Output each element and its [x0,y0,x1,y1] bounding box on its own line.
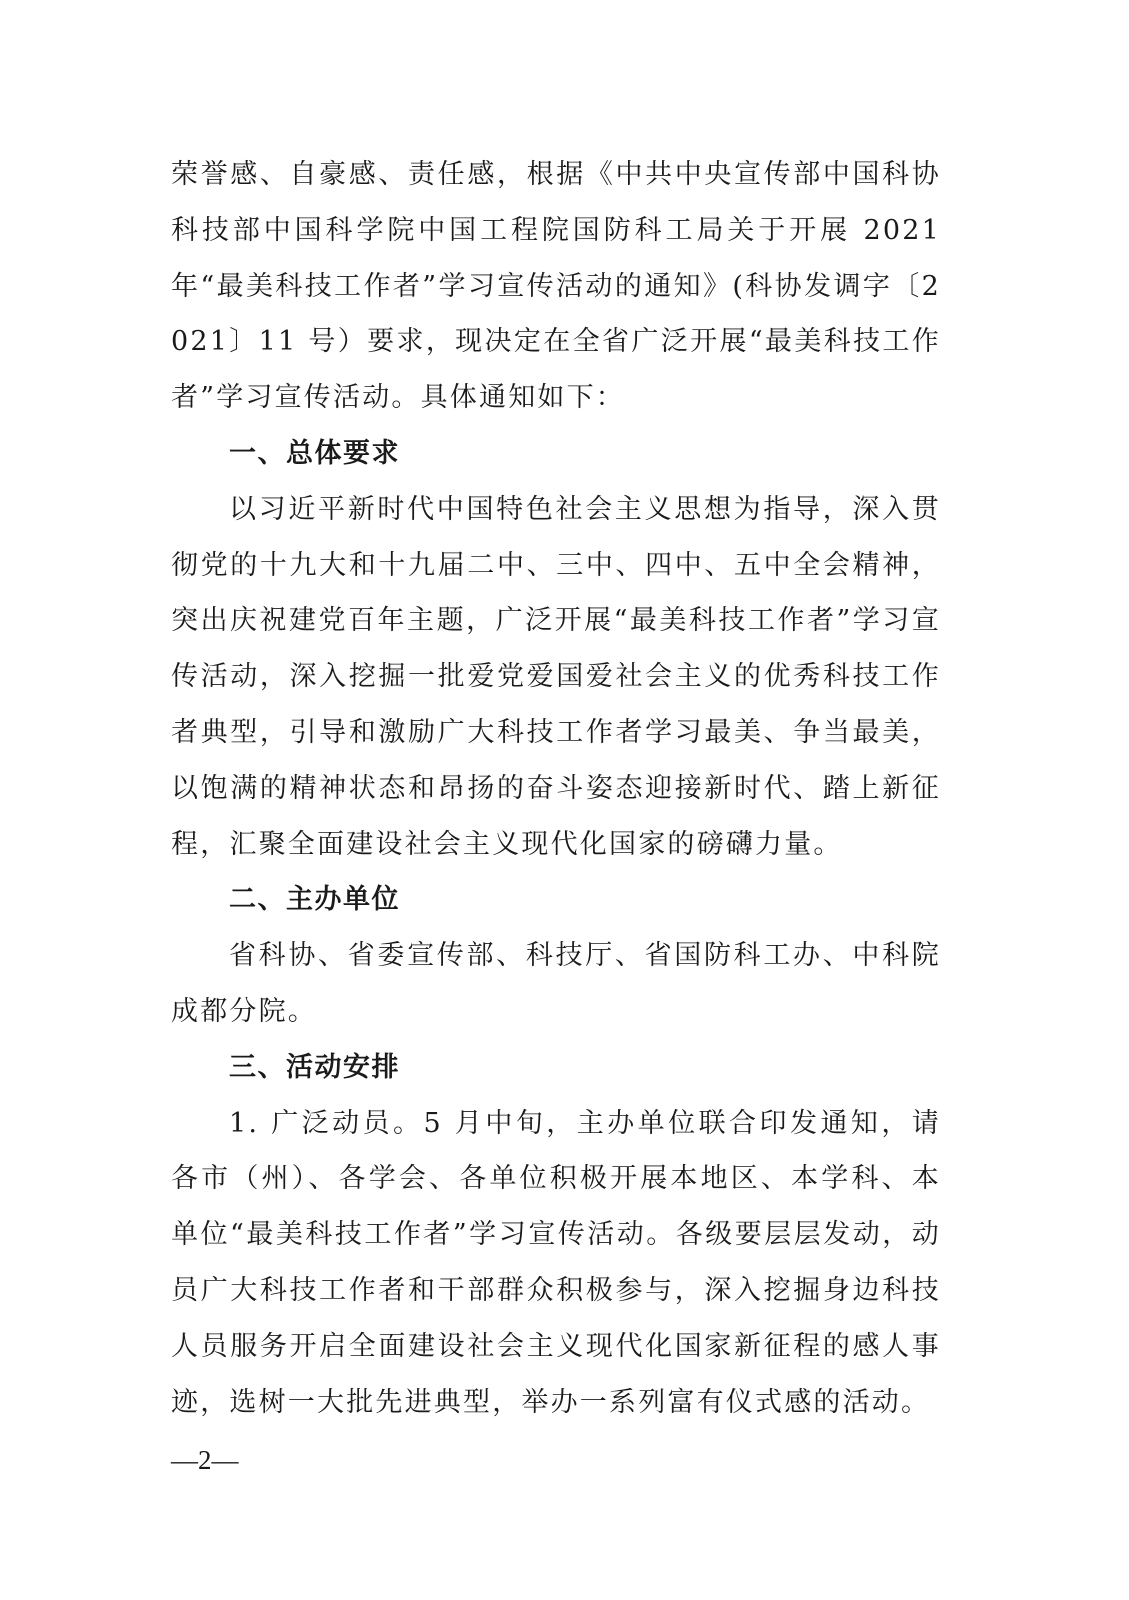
intro-paragraph: 荣誉感、自豪感、责任感，根据《中共中央宣传部中国科协科技部中国科学院中国工程院国防科工局关于开展 2021 年“最美科技工作者”学习宣传活动的通知》(科协发调字〔2021〕11 号）要求，现决定在全省广泛开展“最美科技工作者”学习宣传活动。具体通知如下： [171,159,941,414]
general-requirements-paragraph: 以习近平新时代中国特色社会主义思想为指导，深入贯彻党的十九大和十九届二中、三中、四中、五中全会精神，突出庆祝建党百年主题，广泛开展“最美科技工作者”学习宣传活动，深入挖掘一批爱党爱国爱社会主义的优秀科技工作者典型，引导和激励广大科技工作者学习最美、争当最美，以饱满的精神状态和昂扬的奋斗姿态迎接新时代、踏上新征程，汇聚全面建设社会主义现代化国家的磅礴力量。 [171,493,941,860]
organizers-paragraph: 省科协、省委宣传部、科技厅、省国防科工办、中科院成都分院。 [171,940,941,1027]
document-body [171,147,941,1430]
section-heading-activity-arrangement: 三、活动安排 [229,1051,400,1083]
activity-arrangement-paragraph: 1. 广泛动员。5 月中旬，主办单位联合印发通知，请各市（州）、各学会、各单位积极开展本地区、本学科、本单位“最美科技工作者”学习宣传活动。各级要层层发动，动员广大科技工作者和干部群众积极参与，深入挖掘身边科技人员服务开启全面建设社会主义现代化国家新征程的感人事迹，选树一大批先进典型，举办一系列富有仪式感的活动。 [171,1107,941,1418]
page-number: —2— [171,1445,239,1475]
section-heading-general-requirements: 一、总体要求 [229,437,400,469]
section-heading-organizers: 二、主办单位 [229,884,400,916]
